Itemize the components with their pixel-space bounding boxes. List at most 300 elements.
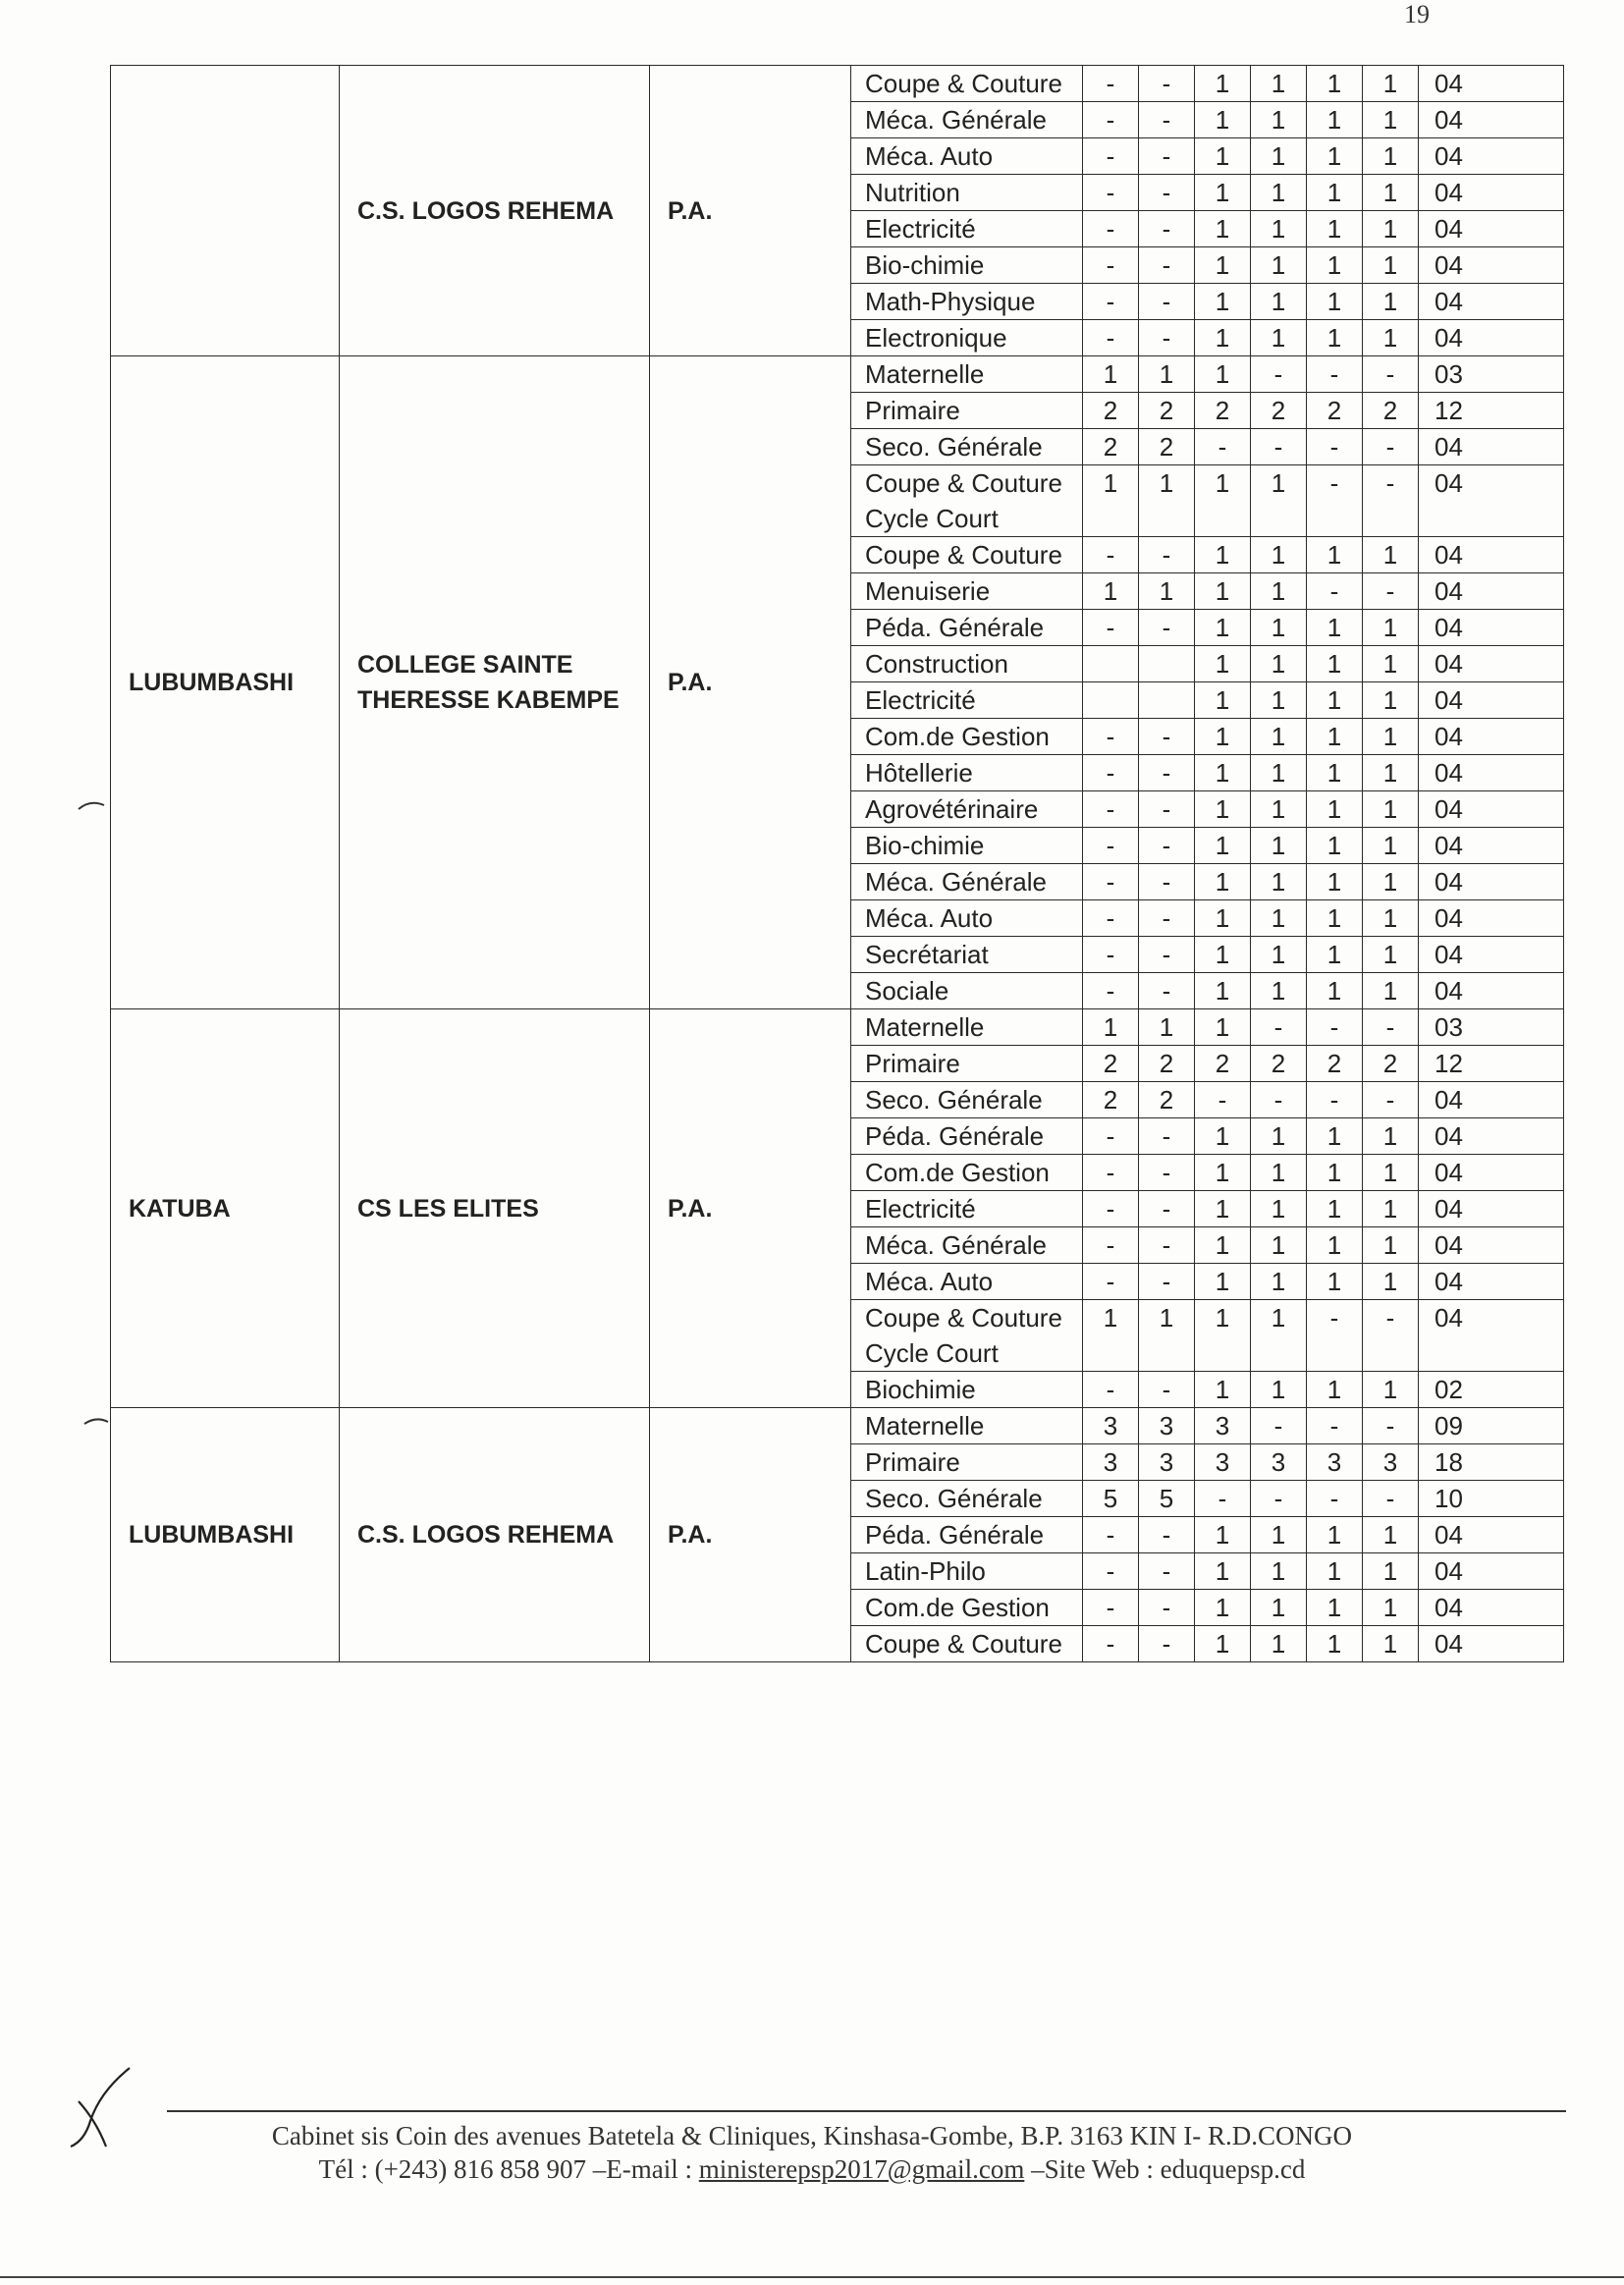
level-count-cell: 1 (1363, 755, 1419, 791)
level-count-cell: 1 (1195, 719, 1251, 755)
level-count-cell: 3 (1307, 1444, 1363, 1481)
level-count-cell (1139, 646, 1195, 682)
level-count-cell: - (1363, 429, 1419, 465)
level-count-cell: 1 (1139, 1300, 1195, 1372)
level-count-cell: 1 (1363, 719, 1419, 755)
level-count-cell: - (1139, 537, 1195, 573)
level-count-cell: - (1139, 937, 1195, 973)
level-count-cell: - (1083, 537, 1139, 573)
level-count-cell: - (1251, 1009, 1307, 1046)
specialty-cell: Méca. Générale (851, 1227, 1083, 1264)
level-count-cell: - (1083, 864, 1139, 900)
level-count-cell: 1 (1363, 900, 1419, 937)
level-count-cell: - (1083, 1118, 1139, 1155)
level-count-cell: - (1139, 1372, 1195, 1408)
level-count-cell: - (1083, 1155, 1139, 1191)
level-count-cell: - (1139, 1118, 1195, 1155)
specialty-cell: Nutrition (851, 175, 1083, 211)
level-count-cell: - (1251, 1408, 1307, 1444)
specialty-cell: Méca. Générale (851, 102, 1083, 138)
total-cell: 04 (1419, 320, 1564, 356)
level-count-cell: 1 (1307, 900, 1363, 937)
level-count-cell: 1 (1307, 864, 1363, 900)
level-count-cell: 1 (1195, 1155, 1251, 1191)
level-count-cell: - (1083, 284, 1139, 320)
status-cell: P.A. (650, 356, 851, 1009)
level-count-cell: - (1363, 1009, 1419, 1046)
level-count-cell: 3 (1363, 1444, 1419, 1481)
total-cell: 04 (1419, 1517, 1564, 1553)
level-count-cell: - (1083, 175, 1139, 211)
level-count-cell: 1 (1195, 1118, 1251, 1155)
total-cell: 04 (1419, 864, 1564, 900)
footer-website: –Site Web : eduquepsp.cd (1024, 2154, 1306, 2184)
level-count-cell: 1 (1307, 138, 1363, 175)
level-count-cell: - (1083, 1517, 1139, 1553)
level-count-cell: 1 (1307, 682, 1363, 719)
level-count-cell: - (1083, 320, 1139, 356)
footer-rule (167, 2110, 1566, 2112)
specialty-cell: Bio-chimie (851, 828, 1083, 864)
total-cell: 04 (1419, 211, 1564, 247)
specialty-cell: Electricité (851, 211, 1083, 247)
level-count-cell: 1 (1251, 320, 1307, 356)
total-cell: 04 (1419, 610, 1564, 646)
level-count-cell: 1 (1195, 1300, 1251, 1372)
total-cell: 10 (1419, 1481, 1564, 1517)
level-count-cell: 1 (1195, 1517, 1251, 1553)
level-count-cell: - (1139, 755, 1195, 791)
level-count-cell: 1 (1139, 465, 1195, 537)
level-count-cell: 1 (1363, 102, 1419, 138)
specialty-cell: Péda. Générale (851, 1118, 1083, 1155)
total-cell: 04 (1419, 284, 1564, 320)
total-cell: 04 (1419, 1227, 1564, 1264)
level-count-cell: 1 (1251, 66, 1307, 102)
level-count-cell: - (1307, 356, 1363, 393)
total-cell: 04 (1419, 247, 1564, 284)
specialty-cell: Méca. Auto (851, 900, 1083, 937)
margin-tick-mark (77, 795, 106, 815)
specialty-cell: Latin-Philo (851, 1553, 1083, 1590)
level-count-cell (1139, 682, 1195, 719)
total-cell: 04 (1419, 1300, 1564, 1372)
level-count-cell: 1 (1195, 573, 1251, 610)
level-count-cell: 1 (1363, 1626, 1419, 1662)
level-count-cell: 1 (1195, 1191, 1251, 1227)
specialty-cell: Méca. Auto (851, 1264, 1083, 1300)
level-count-cell: 1 (1363, 211, 1419, 247)
school-name-cell: C.S. LOGOS REHEMA (340, 66, 650, 356)
city-cell: KATUBA (111, 1009, 340, 1408)
level-count-cell: 1 (1363, 1118, 1419, 1155)
level-count-cell: - (1251, 1481, 1307, 1517)
specialty-cell: Sociale (851, 973, 1083, 1009)
level-count-cell: 1 (1195, 1626, 1251, 1662)
level-count-cell: - (1083, 973, 1139, 1009)
level-count-cell: 1 (1363, 937, 1419, 973)
total-cell: 04 (1419, 1082, 1564, 1118)
level-count-cell: - (1307, 1481, 1363, 1517)
total-cell: 12 (1419, 1046, 1564, 1082)
level-count-cell: 1 (1251, 1626, 1307, 1662)
specialty-cell: Seco. Générale (851, 1082, 1083, 1118)
level-count-cell: - (1083, 1227, 1139, 1264)
level-count-cell: 1 (1363, 1553, 1419, 1590)
margin-tick-mark (82, 1412, 112, 1432)
status-cell: P.A. (650, 66, 851, 356)
total-cell: 04 (1419, 175, 1564, 211)
level-count-cell: - (1139, 1264, 1195, 1300)
total-cell: 04 (1419, 791, 1564, 828)
level-count-cell: 2 (1251, 393, 1307, 429)
level-count-cell: 2 (1083, 1082, 1139, 1118)
level-count-cell: - (1083, 755, 1139, 791)
level-count-cell: 2 (1251, 1046, 1307, 1082)
level-count-cell: 1 (1195, 755, 1251, 791)
total-cell: 04 (1419, 1626, 1564, 1662)
level-count-cell: - (1083, 66, 1139, 102)
level-count-cell: 1 (1307, 646, 1363, 682)
level-count-cell: 1 (1363, 791, 1419, 828)
level-count-cell (1083, 682, 1139, 719)
handwritten-initial-mark (61, 2062, 149, 2150)
footer-phone: Tél : (+243) 816 858 907 –E-mail : (318, 2154, 699, 2184)
level-count-cell: 1 (1083, 1300, 1139, 1372)
level-count-cell: 1 (1083, 1009, 1139, 1046)
level-count-cell: 1 (1251, 138, 1307, 175)
level-count-cell: 1 (1195, 1590, 1251, 1626)
specialty-cell: Com.de Gestion (851, 1590, 1083, 1626)
level-count-cell: 1 (1083, 356, 1139, 393)
specialty-cell: Primaire (851, 1046, 1083, 1082)
level-count-cell: - (1363, 1481, 1419, 1517)
level-count-cell: 1 (1195, 973, 1251, 1009)
specialty-cell: Péda. Générale (851, 1517, 1083, 1553)
level-count-cell: 1 (1307, 1590, 1363, 1626)
city-cell: LUBUMBASHI (111, 1408, 340, 1662)
level-count-cell: - (1083, 1264, 1139, 1300)
level-count-cell: - (1139, 1626, 1195, 1662)
specialty-cell: Méca. Générale (851, 864, 1083, 900)
level-count-cell: 1 (1195, 247, 1251, 284)
specialty-cell: Péda. Générale (851, 610, 1083, 646)
level-count-cell: - (1139, 973, 1195, 1009)
total-cell: 04 (1419, 973, 1564, 1009)
level-count-cell: 5 (1083, 1481, 1139, 1517)
level-count-cell: - (1251, 429, 1307, 465)
level-count-cell: 1 (1251, 1300, 1307, 1372)
level-count-cell: 1 (1307, 937, 1363, 973)
level-count-cell: - (1083, 1372, 1139, 1408)
total-cell: 04 (1419, 900, 1564, 937)
level-count-cell: 1 (1251, 1191, 1307, 1227)
total-cell: 04 (1419, 429, 1564, 465)
total-cell: 04 (1419, 937, 1564, 973)
level-count-cell: 1 (1363, 973, 1419, 1009)
level-count-cell: 1 (1251, 900, 1307, 937)
level-count-cell: 1 (1363, 682, 1419, 719)
level-count-cell: - (1195, 1481, 1251, 1517)
level-count-cell: 1 (1307, 284, 1363, 320)
level-count-cell: 1 (1307, 1553, 1363, 1590)
level-count-cell: - (1139, 610, 1195, 646)
level-count-cell: 2 (1139, 429, 1195, 465)
level-count-cell: 2 (1083, 1046, 1139, 1082)
level-count-cell: 1 (1307, 755, 1363, 791)
page-number: 19 (1404, 0, 1430, 28)
level-count-cell: - (1083, 828, 1139, 864)
level-count-cell: - (1139, 900, 1195, 937)
level-count-cell: - (1139, 719, 1195, 755)
total-cell: 18 (1419, 1444, 1564, 1481)
footer-email-link[interactable]: ministerepsp2017@gmail.com (698, 2154, 1025, 2184)
level-count-cell: - (1363, 1300, 1419, 1372)
level-count-cell: 1 (1251, 937, 1307, 973)
level-count-cell: 1 (1307, 175, 1363, 211)
level-count-cell: 1 (1251, 1264, 1307, 1300)
level-count-cell: 1 (1251, 1227, 1307, 1264)
status-cell: P.A. (650, 1009, 851, 1408)
total-cell: 04 (1419, 537, 1564, 573)
level-count-cell: 1 (1195, 102, 1251, 138)
level-count-cell: - (1083, 247, 1139, 284)
specialty-cell: Construction (851, 646, 1083, 682)
level-count-cell: 1 (1307, 828, 1363, 864)
level-count-cell: 1 (1251, 465, 1307, 537)
table-row (111, 356, 1564, 393)
level-count-cell: - (1083, 1590, 1139, 1626)
level-count-cell: 1 (1307, 211, 1363, 247)
total-cell: 02 (1419, 1372, 1564, 1408)
level-count-cell: 1 (1251, 646, 1307, 682)
level-count-cell: - (1139, 211, 1195, 247)
total-cell: 04 (1419, 646, 1564, 682)
specialty-cell: Agrovétérinaire (851, 791, 1083, 828)
level-count-cell: 1 (1307, 1118, 1363, 1155)
level-count-cell: 1 (1363, 1372, 1419, 1408)
level-count-cell: 1 (1251, 1553, 1307, 1590)
level-count-cell: 1 (1195, 1009, 1251, 1046)
level-count-cell: - (1083, 937, 1139, 973)
level-count-cell: - (1307, 465, 1363, 537)
total-cell: 04 (1419, 1191, 1564, 1227)
level-count-cell: 1 (1363, 828, 1419, 864)
total-cell: 09 (1419, 1408, 1564, 1444)
level-count-cell: - (1083, 610, 1139, 646)
level-count-cell: 1 (1251, 1517, 1307, 1553)
specialty-cell: Coupe & Couture (851, 537, 1083, 573)
level-count-cell: - (1307, 1082, 1363, 1118)
level-count-cell: 2 (1139, 1082, 1195, 1118)
level-count-cell: 1 (1195, 1553, 1251, 1590)
level-count-cell: - (1139, 1553, 1195, 1590)
level-count-cell: - (1083, 791, 1139, 828)
total-cell: 04 (1419, 1553, 1564, 1590)
level-count-cell: 1 (1251, 537, 1307, 573)
level-count-cell: 3 (1251, 1444, 1307, 1481)
level-count-cell: 1 (1307, 973, 1363, 1009)
level-count-cell: 1 (1363, 1590, 1419, 1626)
level-count-cell: 1 (1195, 66, 1251, 102)
level-count-cell: 1 (1307, 1191, 1363, 1227)
level-count-cell: - (1139, 828, 1195, 864)
level-count-cell: 1 (1307, 1227, 1363, 1264)
specialty-cell: Secrétariat (851, 937, 1083, 973)
total-cell: 12 (1419, 393, 1564, 429)
level-count-cell: - (1195, 1082, 1251, 1118)
level-count-cell: 2 (1083, 393, 1139, 429)
level-count-cell: 1 (1251, 864, 1307, 900)
level-count-cell: - (1195, 429, 1251, 465)
level-count-cell: 2 (1307, 1046, 1363, 1082)
specialty-cell: Com.de Gestion (851, 719, 1083, 755)
level-count-cell: - (1363, 356, 1419, 393)
level-count-cell: 1 (1363, 1191, 1419, 1227)
level-count-cell: - (1083, 102, 1139, 138)
level-count-cell: - (1363, 465, 1419, 537)
level-count-cell: 1 (1139, 573, 1195, 610)
table-body (111, 66, 1564, 1662)
level-count-cell: 1 (1363, 537, 1419, 573)
specialty-cell: Biochimie (851, 1372, 1083, 1408)
level-count-cell: 1 (1363, 66, 1419, 102)
level-count-cell: 1 (1195, 1227, 1251, 1264)
level-count-cell: 1 (1251, 573, 1307, 610)
level-count-cell: 1 (1363, 247, 1419, 284)
specialty-cell: Menuiserie (851, 573, 1083, 610)
level-count-cell: 1 (1251, 1155, 1307, 1191)
level-count-cell: 1 (1363, 320, 1419, 356)
level-count-cell: 2 (1083, 429, 1139, 465)
level-count-cell: 1 (1195, 465, 1251, 537)
school-name-cell: CS LES ELITES (340, 1009, 650, 1408)
total-cell: 04 (1419, 828, 1564, 864)
school-allocation-table (110, 65, 1564, 1662)
level-count-cell: - (1083, 1191, 1139, 1227)
level-count-cell: 1 (1195, 610, 1251, 646)
specialty-cell: Bio-chimie (851, 247, 1083, 284)
level-count-cell: 1 (1307, 1372, 1363, 1408)
level-count-cell: 3 (1139, 1408, 1195, 1444)
specialty-cell: Primaire (851, 1444, 1083, 1481)
table-row (111, 1408, 1564, 1444)
level-count-cell: 1 (1363, 864, 1419, 900)
level-count-cell: 1 (1363, 1227, 1419, 1264)
level-count-cell: 2 (1195, 1046, 1251, 1082)
level-count-cell: - (1139, 1590, 1195, 1626)
total-cell: 04 (1419, 1264, 1564, 1300)
level-count-cell: 2 (1363, 1046, 1419, 1082)
specialty-cell: Seco. Générale (851, 1481, 1083, 1517)
school-name-cell: C.S. LOGOS REHEMA (340, 1408, 650, 1662)
level-count-cell: - (1251, 356, 1307, 393)
level-count-cell: 1 (1195, 828, 1251, 864)
level-count-cell: 1 (1195, 138, 1251, 175)
level-count-cell: 1 (1251, 755, 1307, 791)
level-count-cell: - (1139, 320, 1195, 356)
level-count-cell: 1 (1251, 682, 1307, 719)
level-count-cell: 1 (1307, 102, 1363, 138)
level-count-cell: 3 (1195, 1408, 1251, 1444)
level-count-cell: - (1307, 573, 1363, 610)
level-count-cell: 1 (1251, 247, 1307, 284)
level-count-cell: - (1139, 1191, 1195, 1227)
total-cell: 03 (1419, 1009, 1564, 1046)
level-count-cell: 1 (1251, 211, 1307, 247)
city-cell (111, 66, 340, 356)
level-count-cell: 1 (1363, 646, 1419, 682)
level-count-cell: - (1083, 1626, 1139, 1662)
level-count-cell: 1 (1195, 537, 1251, 573)
total-cell: 04 (1419, 66, 1564, 102)
level-count-cell: 2 (1195, 393, 1251, 429)
level-count-cell: - (1083, 211, 1139, 247)
level-count-cell: 2 (1139, 1046, 1195, 1082)
level-count-cell: 1 (1363, 284, 1419, 320)
level-count-cell: 1 (1195, 284, 1251, 320)
level-count-cell: 1 (1307, 610, 1363, 646)
level-count-cell: - (1139, 1227, 1195, 1264)
level-count-cell: 1 (1139, 356, 1195, 393)
footer-address: Cabinet sis Coin des avenues Batetela & Cliniques, Kinshasa-Gombe, B.P. 3163 KIN I- R.D.CONGO (271, 2121, 1353, 2150)
level-count-cell: 1 (1307, 1155, 1363, 1191)
level-count-cell: - (1307, 1300, 1363, 1372)
level-count-cell: - (1139, 1155, 1195, 1191)
level-count-cell: 1 (1307, 247, 1363, 284)
level-count-cell: - (1139, 864, 1195, 900)
total-cell: 04 (1419, 1155, 1564, 1191)
level-count-cell: 2 (1139, 393, 1195, 429)
city-cell: LUBUMBASHI (111, 356, 340, 1009)
level-count-cell: 1 (1251, 175, 1307, 211)
level-count-cell: 1 (1307, 719, 1363, 755)
total-cell: 04 (1419, 682, 1564, 719)
level-count-cell: - (1139, 791, 1195, 828)
level-count-cell: 3 (1139, 1444, 1195, 1481)
level-count-cell: 1 (1251, 1118, 1307, 1155)
level-count-cell: 1 (1195, 320, 1251, 356)
level-count-cell: 1 (1251, 719, 1307, 755)
level-count-cell: 1 (1195, 356, 1251, 393)
level-count-cell: - (1139, 1517, 1195, 1553)
level-count-cell: 1 (1195, 646, 1251, 682)
level-count-cell: 1 (1307, 537, 1363, 573)
level-count-cell: - (1363, 573, 1419, 610)
level-count-cell: - (1083, 900, 1139, 937)
level-count-cell: 1 (1083, 465, 1139, 537)
level-count-cell: 1 (1363, 175, 1419, 211)
specialty-cell: Maternelle (851, 356, 1083, 393)
level-count-cell: 1 (1195, 1264, 1251, 1300)
level-count-cell: 1 (1251, 1372, 1307, 1408)
level-count-cell: - (1307, 1408, 1363, 1444)
level-count-cell: 1 (1363, 138, 1419, 175)
level-count-cell: 1 (1195, 211, 1251, 247)
level-count-cell: - (1251, 1082, 1307, 1118)
level-count-cell: 3 (1083, 1444, 1139, 1481)
total-cell: 04 (1419, 138, 1564, 175)
level-count-cell: 1 (1307, 1264, 1363, 1300)
level-count-cell: 1 (1251, 284, 1307, 320)
specialty-cell: Com.de Gestion (851, 1155, 1083, 1191)
level-count-cell: - (1083, 1553, 1139, 1590)
specialty-cell: Primaire (851, 393, 1083, 429)
specialty-cell: Coupe & Couture Cycle Court (851, 465, 1083, 537)
level-count-cell: - (1363, 1082, 1419, 1118)
specialty-cell: Hôtellerie (851, 755, 1083, 791)
level-count-cell: 1 (1307, 1517, 1363, 1553)
